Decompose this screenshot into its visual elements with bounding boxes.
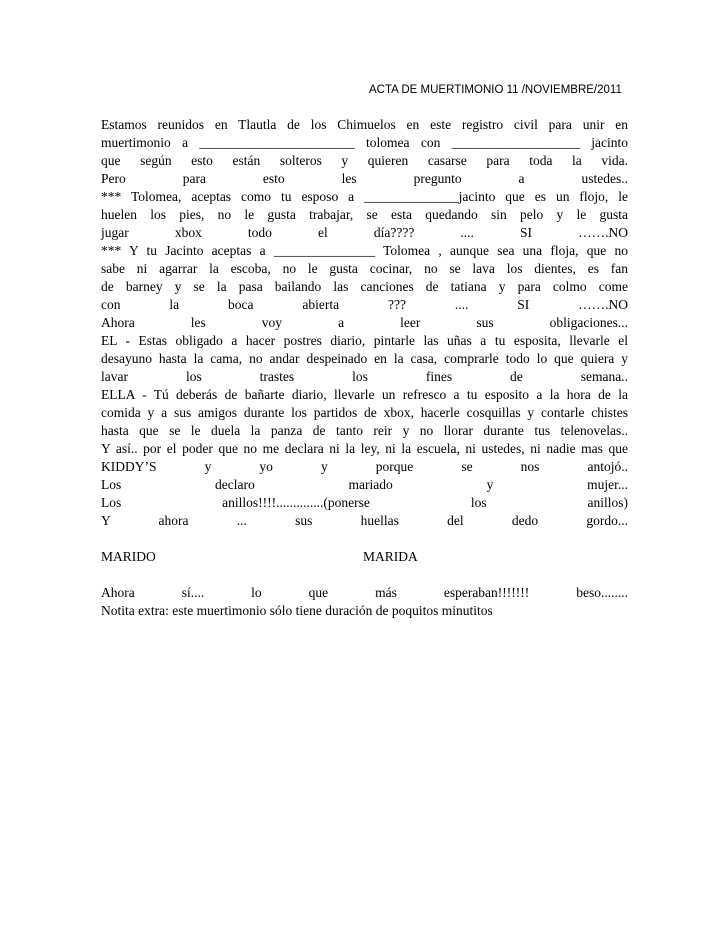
text-line: ELLA - Tú deberás de bañarte diario, llevarle un refresco a tu esposito a la hora de la xyxy=(101,387,628,402)
text-line: Los anillos!!!!..............(ponerse los anillos) xyxy=(101,495,628,510)
signature-row xyxy=(101,548,628,566)
text-line: Y así.. por el poder que no me declara ni la ley, ni la escuela, ni ustedes, ni nadie mas que xyxy=(101,441,628,456)
text-line: Ahora les voy a leer sus obligaciones... xyxy=(101,315,628,330)
text-line: muertimonio a _______________________ tolomea con ___________________ jacinto xyxy=(101,135,628,150)
text-line: *** Y tu Jacinto aceptas a _______________ Tolomea , aunque sea una floja, que no xyxy=(101,243,628,258)
text-line: Pero para esto les pregunto a ustedes.. xyxy=(101,171,628,186)
text-line: que según esto están solteros y quieren casarse para toda la vida. xyxy=(101,153,628,168)
text-line: Y ahora ... sus huellas del dedo gordo... xyxy=(101,513,628,528)
text-line: hasta que se le duela la panza de tanto reir y no llorar durante tus telenovelas.. xyxy=(101,423,628,438)
signature-label-marida: MARIDA xyxy=(363,549,418,564)
text-line: KIDDY’S y yo y porque se nos antojó.. xyxy=(101,459,628,474)
text-line: *** Tolomea, aceptas como tu esposo a ______________jacinto que es un flojo, le xyxy=(101,189,628,204)
text-line: comida y a sus amigos durante los partidos de xbox, hacerle cosquillas y contarle chistes xyxy=(101,405,628,420)
text-line: lavar los trastes los fines de semana.. xyxy=(101,369,628,384)
text-line: de barney y se la pasa bailando las canciones de tatiana y para colmo come xyxy=(101,279,628,294)
text-line: jugar xbox todo el día???? .... SI …….NO xyxy=(101,225,628,240)
text-line: Ahora sí.... lo que más esperaban!!!!!!! beso........ xyxy=(101,585,628,600)
blank-line xyxy=(101,530,628,548)
blank-line xyxy=(101,566,628,584)
text-line: sabe ni agarrar la escoba, no le gusta cocinar, no se lava los dientes, es fan xyxy=(101,261,628,276)
text-line: Estamos reunidos en Tlautla de los Chimuelos en este registro civil para unir en xyxy=(101,117,628,132)
text-line: desayuno hasta la cama, no andar despeinado en la casa, comprarle todo lo que quiera y xyxy=(101,351,628,366)
document-title: ACTA DE MUERTIMONIO 11 /NOVIEMBRE/2011 xyxy=(369,84,622,96)
text-line: Los declaro mariado y mujer... xyxy=(101,477,628,492)
signature-label-marido: MARIDO xyxy=(101,549,156,564)
text-line-note: Notita extra: este muertimonio sólo tiene duración de poquitos minutitos xyxy=(101,603,493,618)
text-line: con la boca abierta ??? .... SI …….NO xyxy=(101,297,628,312)
document-body xyxy=(101,116,628,620)
text-line: EL - Estas obligado a hacer postres diario, pintarle las uñas a tu esposita, llevarle el xyxy=(101,333,628,348)
text-line: huelen los pies, no le gusta trabajar, se esta quedando sin pelo y le gusta xyxy=(101,207,628,222)
